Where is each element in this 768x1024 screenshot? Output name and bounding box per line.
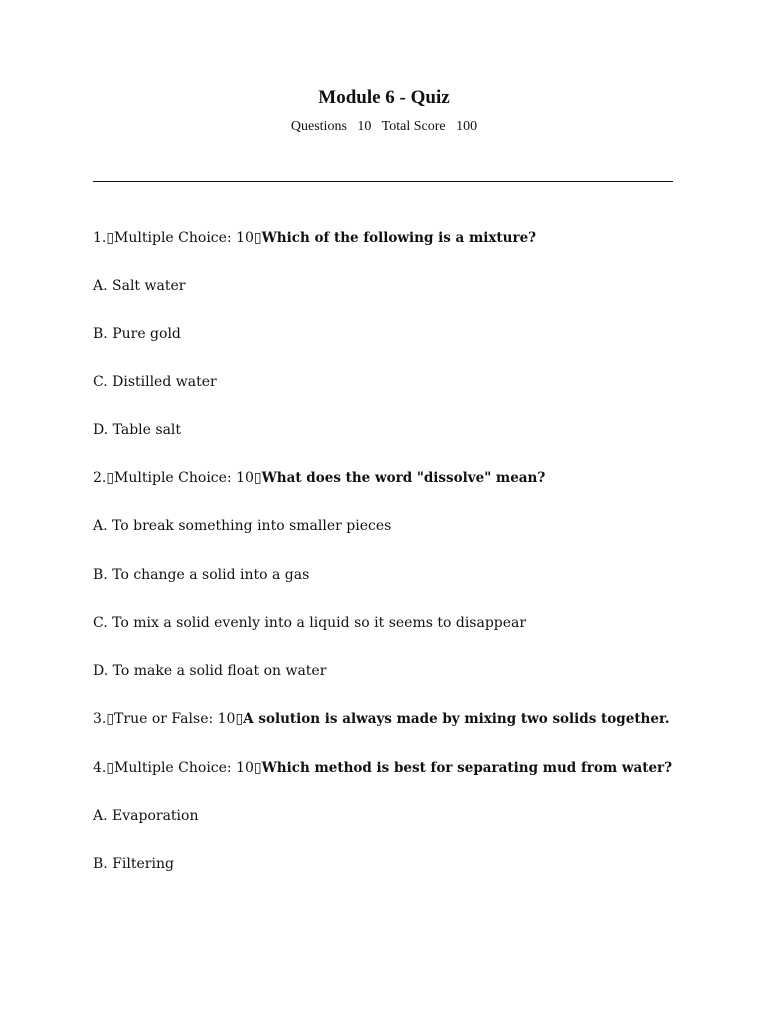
question-4-prefix: 4.▯Multiple Choice: 10▯ <box>93 760 262 776</box>
question-1-option-d: D. Table salt <box>93 422 182 438</box>
header-divider <box>93 181 673 182</box>
question-4-option-b: B. Filtering <box>93 856 174 872</box>
page-title: Module 6 - Quiz <box>318 87 450 108</box>
question-4-option-a: A. Evaporation <box>93 808 199 824</box>
questions-count: 10 <box>357 119 372 134</box>
total-score-value: 100 <box>456 119 478 134</box>
question-2-option-b: B. To change a solid into a gas <box>93 567 310 583</box>
question-1-text: Which of the following is a mixture? <box>261 230 537 246</box>
question-3 <box>93 710 693 728</box>
questions-label: Questions <box>290 119 347 134</box>
quiz-summary <box>0 118 768 136</box>
question-2 <box>93 469 693 487</box>
question-4 <box>93 759 693 777</box>
question-2-option-d: D. To make a solid float on water <box>93 663 327 679</box>
question-4-text: Which method is best for separating mud from water? <box>261 760 673 776</box>
question-3-text: A solution is always made by mixing two solids together. <box>243 711 670 727</box>
question-2-option-c: C. To mix a solid evenly into a liquid so it seems to disappear <box>93 615 527 631</box>
question-1-prefix: 1.▯Multiple Choice: 10▯ <box>93 230 262 246</box>
total-score-label: Total Score <box>381 119 446 134</box>
question-1-option-c: C. Distilled water <box>93 374 217 390</box>
question-1-option-a: A. Salt water <box>93 278 186 294</box>
question-1-option-b: B. Pure gold <box>93 326 181 342</box>
question-2-text: What does the word "dissolve" mean? <box>261 470 546 486</box>
question-1 <box>93 229 693 247</box>
question-3-prefix: 3.▯True or False: 10▯ <box>93 711 244 727</box>
question-2-option-a: A. To break something into smaller pieces <box>93 518 392 534</box>
question-2-prefix: 2.▯Multiple Choice: 10▯ <box>93 470 262 486</box>
